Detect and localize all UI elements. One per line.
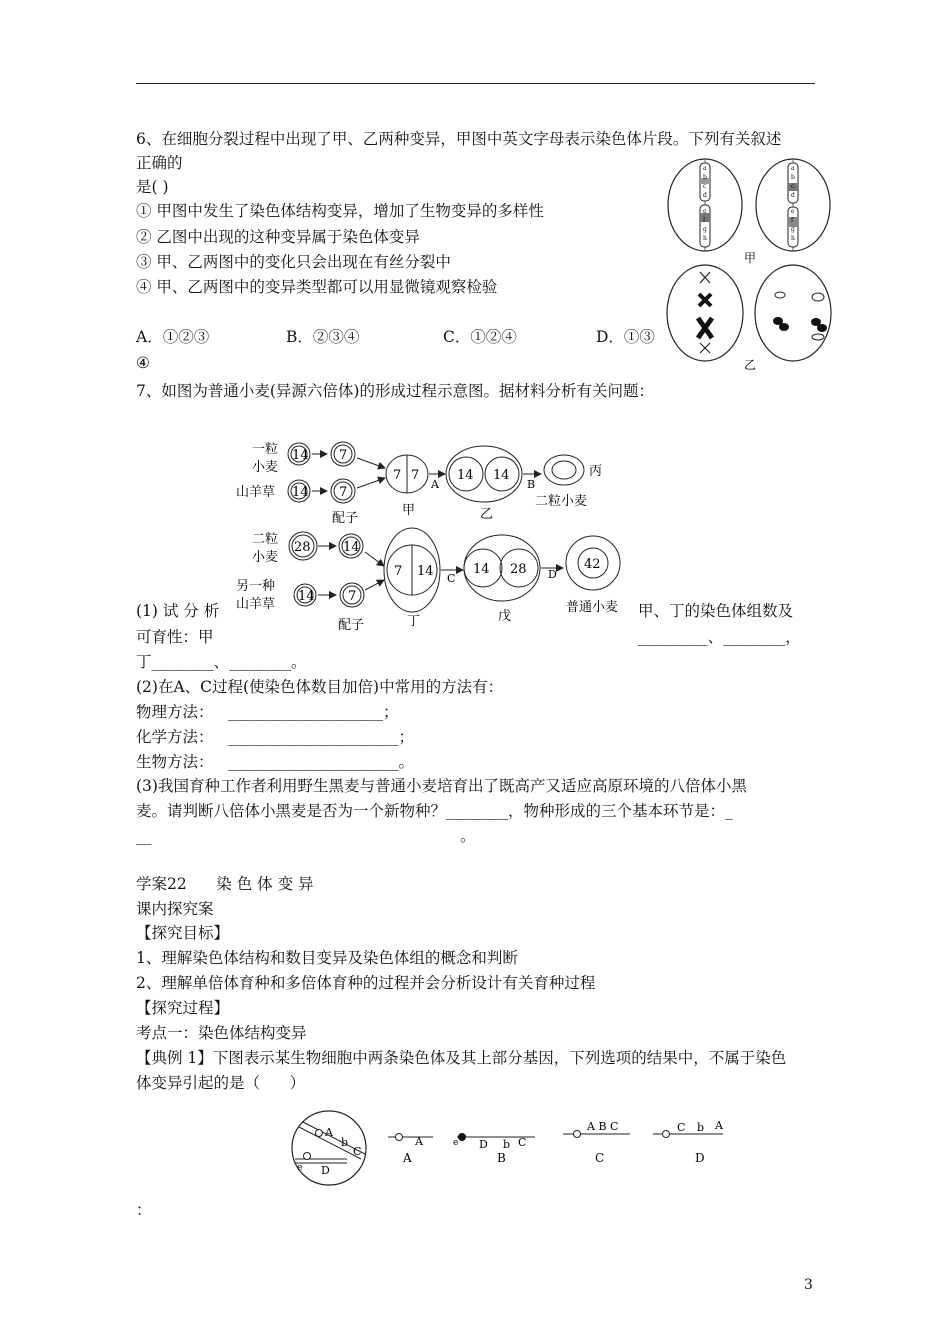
q7-p2-bio-blank: ______________________。	[228, 753, 415, 771]
optB-gene-D: D	[479, 1138, 488, 1151]
header-rule	[136, 83, 815, 84]
wu-14: 14	[473, 562, 490, 577]
chromosome-letter-left-0: a	[703, 165, 707, 172]
option-D-chromosome	[653, 1119, 724, 1165]
chromosome-letter-left-1: b	[703, 174, 707, 181]
q6-stem-line1: 6、在细胞分裂过程中出现了甲、乙两种变异，甲图中英文字母表示染色体片段。下列有关叙述	[136, 130, 782, 148]
optB-gene-C: C	[518, 1136, 527, 1149]
q7-p1-line3: 丁________、________。	[136, 653, 307, 671]
jia-7-left: 7	[393, 468, 402, 483]
q7-p2-chem-blank: ______________________；	[228, 728, 415, 746]
cell-gene-D: D	[321, 1164, 330, 1177]
page-number: 3	[804, 1277, 813, 1293]
yi-cell-right	[755, 265, 831, 361]
q6-option-b: B．②③④	[286, 328, 360, 346]
q7-p2-intro: (2)在A、C过程(使染色体数目加倍)中常用的方法有：	[136, 678, 504, 696]
q7-p3-line1: (3)我国育种工作者利用野生黑麦与普通小麦培育出了既高产又适应高原环境的八倍体小黑	[136, 777, 747, 795]
label-lingyi-1: 另一种	[236, 579, 276, 594]
fig-label-yi: 乙	[744, 358, 757, 372]
label-shanyangcao: 山羊草	[236, 485, 276, 500]
q6-item-4: ④ 甲、乙两图中的变异类型都可以用显微镜观察检验	[136, 278, 498, 296]
q7-p2-bio-label: 生物方法：	[136, 753, 214, 771]
yi-14-left: 14	[457, 468, 474, 483]
cell-gene-b: b	[341, 1136, 349, 1149]
label-D: D	[548, 568, 557, 581]
option-C-chromosome	[563, 1120, 630, 1165]
q6-figure	[660, 155, 840, 375]
q7-p2-chem-label: 化学方法：	[136, 728, 214, 746]
example-1-line1: 【典例 1】下图表示某生物细胞中两条染色体及其上部分基因，下列选项的结果中，不属于染色	[136, 1049, 787, 1067]
chromosome-letter-left-3: d	[703, 192, 707, 199]
option-B-chromosome	[453, 1133, 535, 1165]
q7-p3-line3b: 。	[460, 827, 476, 845]
cell-gene-e: e	[297, 1163, 303, 1173]
label-erlixiaomai: 二粒小麦	[535, 494, 588, 509]
q7-stem: 7、如图为普通小麦(异源六倍体)的形成过程示意图。据材料分析有关问题：	[136, 382, 654, 400]
cell-gene-C: C	[353, 1145, 362, 1158]
optC-genes: A B C	[587, 1120, 619, 1133]
label-erli-2: 小麦	[252, 550, 279, 565]
label-C: C	[447, 572, 456, 585]
q7-p1-line2: 可育性：甲	[136, 628, 214, 646]
optB-label: B	[497, 1151, 506, 1165]
num-14-a: 14	[292, 448, 309, 463]
optA-gene: A	[415, 1135, 423, 1148]
q6-item-1: ① 甲图中发生了染色体结构变异，增加了生物变异的多样性	[136, 202, 544, 220]
q7-p1-right: 甲、丁的染色体组数及	[638, 602, 794, 620]
chromosome-letter-right-5: f	[791, 217, 794, 224]
jia-7-right: 7	[411, 468, 420, 483]
chromosome-letter-right-4: e	[791, 208, 795, 215]
label-putongxiaomai: 普通小麦	[566, 600, 619, 615]
label-yi: 乙	[480, 507, 494, 522]
chromosome-letter-right-2: c	[791, 183, 795, 190]
label-wu: 戊	[498, 609, 512, 624]
num-14-d: 14	[298, 589, 315, 604]
optB-gene-b: b	[503, 1138, 511, 1151]
num-7-c: 7	[348, 589, 357, 604]
optD-gene-C: C	[677, 1121, 686, 1134]
chromosome-letter-right-6: g	[791, 226, 795, 233]
label-B: B	[527, 478, 536, 491]
q6-stem-line3: 是( )	[136, 178, 169, 196]
goal-1: 1、理解染色体结构和数目变异及染色体组的概念和判断	[136, 949, 518, 967]
fig-label-jia: 甲	[744, 251, 757, 265]
ding-7: 7	[394, 564, 403, 579]
optC-label: C	[595, 1151, 605, 1165]
cell-with-chromosomes	[292, 1111, 366, 1185]
wu-28: 28	[510, 562, 527, 577]
q7-diagram	[230, 430, 630, 640]
num-14-c: 14	[343, 540, 360, 555]
chromosome-letter-right-1: b	[791, 174, 795, 181]
num-7-b: 7	[339, 485, 348, 500]
ding-14: 14	[417, 564, 434, 579]
label-erli-1: 二粒	[252, 532, 279, 547]
label-yili-1: 一粒	[252, 442, 279, 457]
q6-option-a: A．①②③	[136, 328, 210, 346]
label-A: A	[431, 478, 439, 491]
optD-gene-b: b	[697, 1121, 705, 1134]
chromosome-letter-right-7: h	[791, 235, 795, 242]
num-14-b: 14	[292, 485, 309, 500]
goal-head: 【探究目标】	[136, 924, 230, 942]
q7-p2-phys-label: 物理方法：	[136, 703, 214, 721]
label-jia: 甲	[402, 503, 416, 518]
cell-gene-A: A	[325, 1126, 333, 1139]
chromosome-letter-left-5: f	[703, 217, 706, 224]
label-bing: 丙	[589, 464, 603, 479]
chromosome-letter-left-7: h	[703, 235, 707, 242]
section-title: 学案22 染 色 体 变 异	[136, 875, 314, 893]
q6-option-d-cont: ④	[136, 354, 150, 372]
q7-p3-line2: 麦。请判断八倍体小黑麦是否为一个新物种？________，物种形成的三个基本环节是：_	[136, 802, 733, 820]
q7-p1-blanks: _________、________，	[638, 628, 801, 646]
label-peizi-2: 配子	[338, 618, 365, 633]
goal-2: 2、理解单倍体育种和多倍体育种的过程并会分析设计有关育种过程	[136, 974, 596, 992]
q6-option-c: C．①②④	[443, 328, 517, 346]
q6-item-3: ③ 甲、乙两图中的变化只会出现在有丝分裂中	[136, 253, 451, 271]
trailing-colon: ：	[136, 1201, 152, 1219]
q7-p2-phys-blank: ____________________；	[228, 703, 399, 721]
q7-p3-line3a: __	[136, 827, 152, 845]
process-head: 【探究过程】	[136, 999, 230, 1017]
q6-option-d: D．①③	[596, 328, 655, 346]
q6-stem-line2: 正确的	[136, 154, 183, 172]
num-7-a: 7	[339, 448, 348, 463]
label-peizi-1: 配子	[332, 511, 359, 526]
chromosome-letter-left-2: c	[703, 183, 707, 190]
num-42: 42	[584, 557, 601, 572]
section-sub: 课内探究案	[136, 900, 214, 918]
optB-gene-e: e	[453, 1138, 459, 1148]
optD-gene-A: A	[715, 1119, 723, 1132]
num-28-a: 28	[294, 540, 311, 555]
label-ding: 丁	[407, 614, 421, 629]
example-1-line2: 体变异引起的是（ ）	[136, 1074, 306, 1092]
chromosome-letter-left-4: e	[703, 208, 707, 215]
optA-label: A	[403, 1151, 412, 1165]
option-A-chromosome	[388, 1134, 433, 1166]
kaodian-1: 考点一：染色体结构变异	[136, 1024, 307, 1042]
label-lingyi-2: 山羊草	[236, 597, 276, 612]
yi-14-right: 14	[493, 468, 510, 483]
yi-cell-left	[667, 265, 743, 361]
chromosome-letter-right-3: d	[791, 192, 795, 199]
q7-p1-left: (1) 试 分 析	[136, 602, 220, 620]
chromosome-letter-right-0: a	[791, 165, 795, 172]
example-1-figure	[285, 1110, 735, 1190]
chromosome-letter-left-6: g	[703, 226, 707, 233]
q6-item-2: ② 乙图中出现的这种变异属于染色体变异	[136, 228, 420, 246]
optD-label: D	[695, 1151, 705, 1165]
label-yili-2: 小麦	[252, 460, 279, 475]
